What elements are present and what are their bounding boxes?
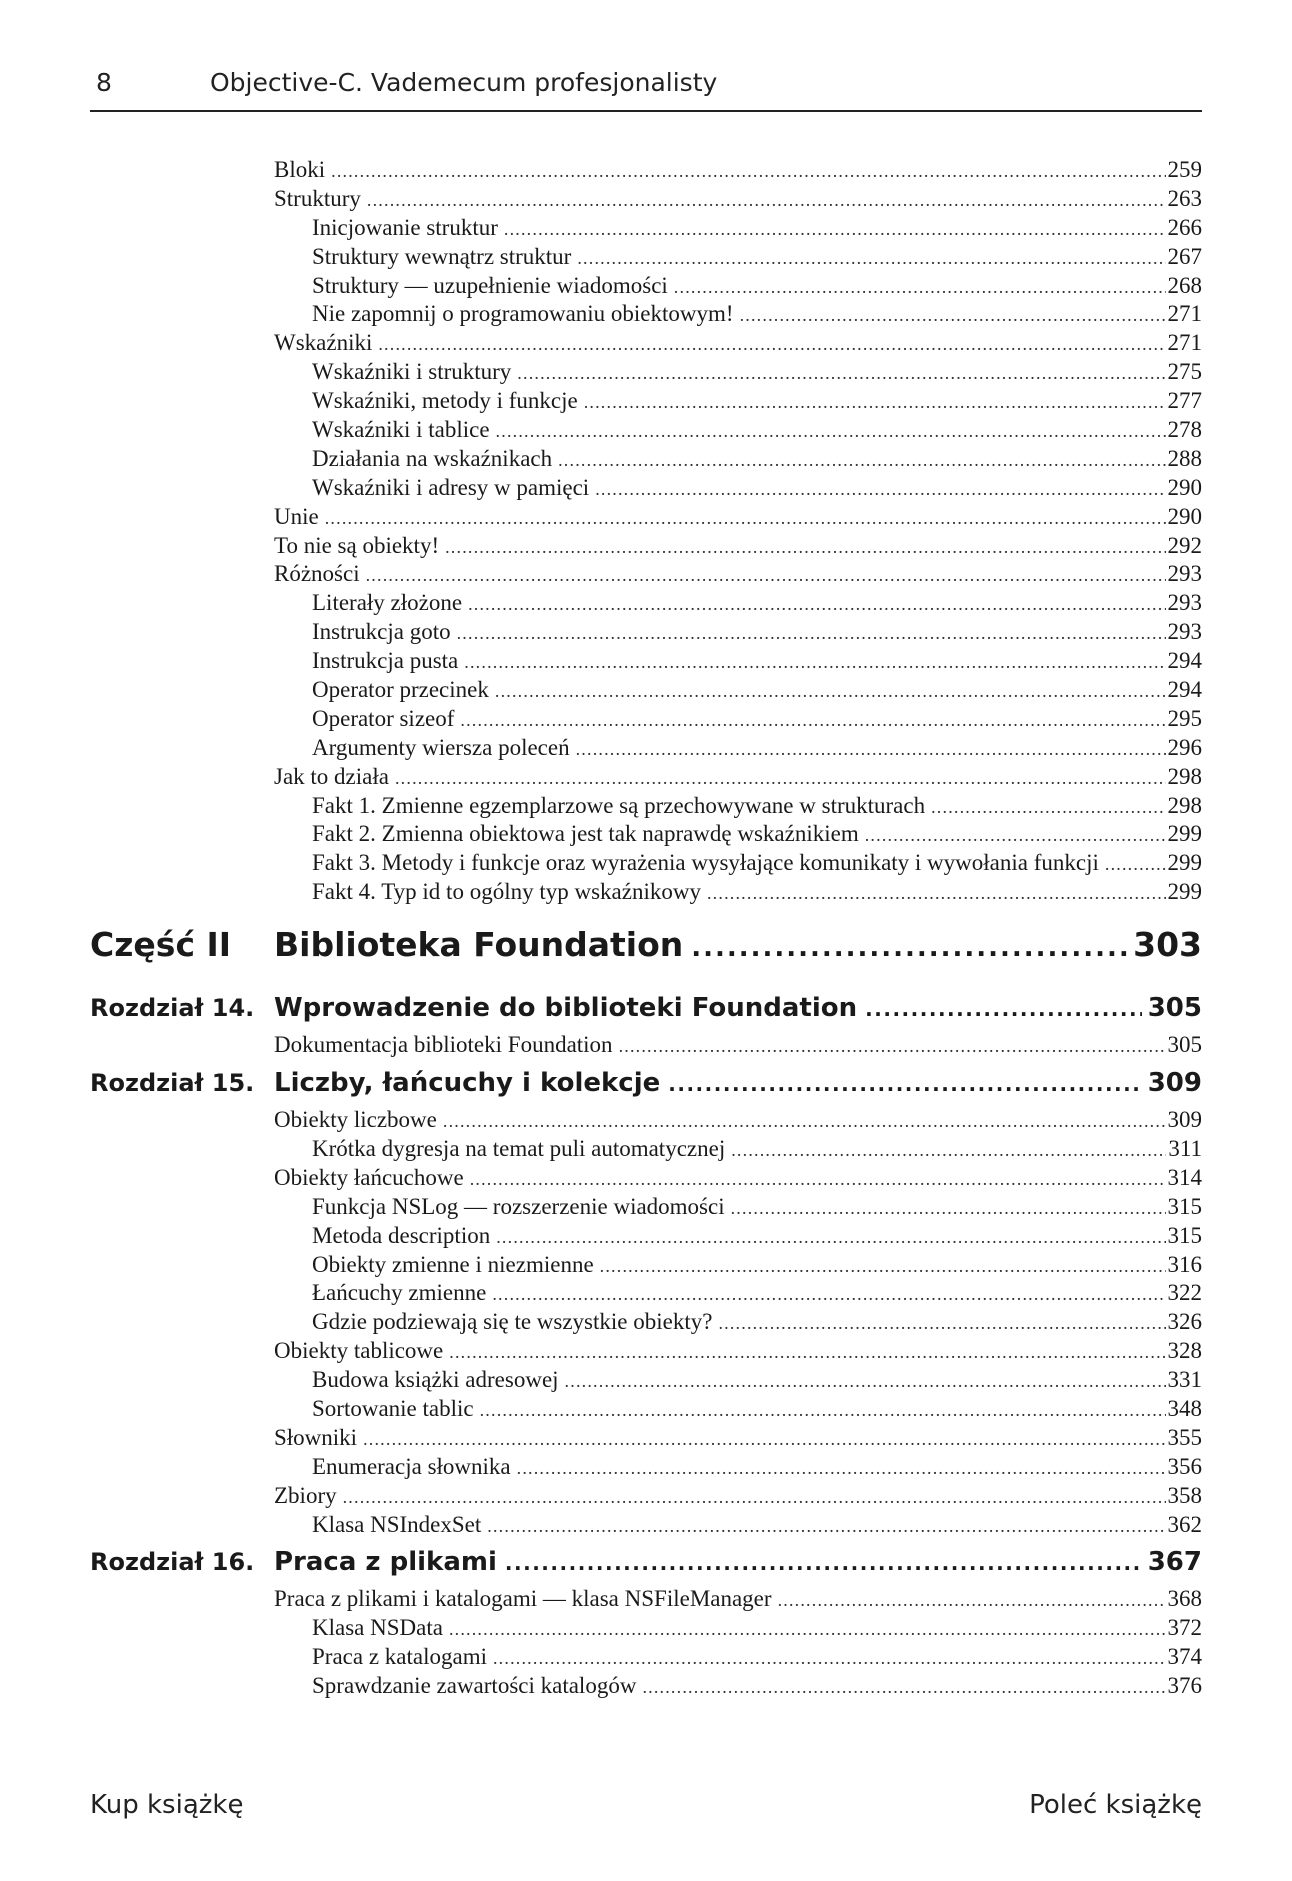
- recommend-book-link[interactable]: Poleć książkę: [1029, 1790, 1202, 1820]
- chapter-page: 309: [1147, 1068, 1202, 1099]
- toc-entry-page: 299: [1167, 850, 1202, 876]
- toc-entry-page: 271: [1167, 301, 1202, 327]
- dot-leader: [740, 301, 1166, 329]
- toc-entry-title: Słowniki: [274, 1424, 358, 1450]
- dot-leader: [443, 1107, 1166, 1135]
- dot-leader: [505, 1551, 1142, 1575]
- toc-entry-title: Gdzie podziewają się te wszystkie obiekty?: [312, 1309, 713, 1335]
- toc-entry-title: Obiekty tablicowe: [274, 1338, 444, 1364]
- toc-entry[interactable]: [312, 214, 1202, 243]
- chapter-page: 367: [1147, 1547, 1202, 1578]
- dot-leader: [565, 1367, 1166, 1395]
- toc-entry[interactable]: [312, 676, 1202, 705]
- toc-entry-page: 358: [1167, 1482, 1202, 1508]
- toc-entry[interactable]: [274, 1482, 1202, 1511]
- chapter-heading[interactable]: [90, 993, 1202, 1031]
- toc-entry-page: 368: [1167, 1586, 1202, 1612]
- toc-entry[interactable]: [274, 329, 1202, 358]
- dot-leader: [449, 1615, 1166, 1643]
- toc-entry-page: 316: [1167, 1251, 1202, 1277]
- toc-entry-page: 290: [1167, 474, 1202, 500]
- dot-leader: [492, 1280, 1165, 1308]
- dot-leader: [468, 590, 1165, 618]
- toc-entry-title: Argumenty wiersza poleceń: [312, 734, 570, 760]
- toc-entry-title: Struktury — uzupełnienie wiadomości: [312, 272, 668, 298]
- part-label: Część II: [90, 925, 232, 965]
- toc-entry-page: 331: [1167, 1367, 1202, 1393]
- dot-leader: [480, 1396, 1166, 1424]
- toc-entry[interactable]: [312, 1395, 1202, 1424]
- toc-entry[interactable]: [312, 300, 1202, 329]
- toc-entry[interactable]: [274, 1337, 1202, 1366]
- toc-entry[interactable]: [274, 1031, 1202, 1060]
- toc-entry-page: 288: [1167, 445, 1202, 471]
- toc-entry-page: 376: [1167, 1673, 1202, 1699]
- toc-entry-title: Wskaźniki i tablice: [312, 417, 490, 443]
- toc-entry[interactable]: [312, 1279, 1202, 1308]
- toc-entry[interactable]: [274, 1585, 1202, 1614]
- toc-entry-page: 267: [1167, 243, 1202, 269]
- toc-entry[interactable]: [312, 878, 1202, 907]
- dot-leader: [367, 186, 1166, 214]
- dot-leader: [576, 735, 1166, 763]
- book-title: Objective-C. Vademecum profesjonalisty: [210, 68, 718, 97]
- toc-entry-title: Unie: [274, 503, 319, 529]
- dot-leader: [487, 1512, 1165, 1540]
- toc-entry-page: 298: [1167, 792, 1202, 818]
- toc-entry[interactable]: [312, 792, 1202, 821]
- toc-entry-page: 294: [1167, 648, 1202, 674]
- toc-entry-title: Wskaźniki i adresy w pamięci: [312, 474, 590, 500]
- dot-leader: [378, 330, 1165, 358]
- toc-entry[interactable]: [312, 243, 1202, 272]
- dot-leader: [496, 1223, 1165, 1251]
- toc-entry[interactable]: [312, 1366, 1202, 1395]
- toc-entry-page: 263: [1167, 185, 1202, 211]
- toc-entry-title: Struktury: [274, 185, 361, 211]
- toc-entry-page: 277: [1167, 388, 1202, 414]
- dot-leader: [363, 1425, 1165, 1453]
- dot-leader: [619, 1032, 1166, 1060]
- toc-entry-title: Fakt 4. Typ id to ogólny typ wskaźnikowy: [312, 879, 701, 905]
- toc-entry[interactable]: [312, 647, 1202, 676]
- toc-entry-title: Praca z plikami i katalogami — klasa NSFileManager: [274, 1586, 772, 1612]
- toc-entry-page: 309: [1167, 1107, 1202, 1133]
- toc-entry-page: 296: [1167, 734, 1202, 760]
- dot-leader: [668, 1072, 1141, 1096]
- toc-entry[interactable]: [312, 1135, 1202, 1164]
- chapter-label: Rozdział 14.: [90, 994, 255, 1023]
- dot-leader: [1105, 850, 1166, 878]
- toc-entry-title: Zbiory: [274, 1482, 337, 1508]
- toc-entry-title: Sprawdzanie zawartości katalogów: [312, 1673, 637, 1699]
- dot-leader: [584, 388, 1166, 416]
- toc-entry-page: 355: [1167, 1424, 1202, 1450]
- toc-entry-title: Operator przecinek: [312, 677, 489, 703]
- dot-leader: [731, 1136, 1166, 1164]
- toc-entry-title: Enumeracja słownika: [312, 1453, 511, 1479]
- toc-entry[interactable]: [312, 1614, 1202, 1643]
- toc-entry-page: 315: [1167, 1222, 1202, 1248]
- chapter-title: Liczby, łańcuchy i kolekcje: [274, 1068, 661, 1099]
- toc-entry-page: 293: [1167, 619, 1202, 645]
- toc-entry-title: Operator sizeof: [312, 705, 455, 731]
- toc-entry-page: 311: [1168, 1135, 1202, 1161]
- toc-entry-title: Bloki: [274, 157, 326, 182]
- toc-entry-page: 305: [1167, 1032, 1202, 1058]
- toc-entry-title: Dokumentacja biblioteki Foundation: [274, 1032, 613, 1058]
- toc-entry-title: Różności: [274, 561, 360, 587]
- toc-entry-title: Metoda description: [312, 1222, 491, 1248]
- part-title: Biblioteka Foundation: [274, 925, 684, 965]
- toc-entry-page: 295: [1167, 705, 1202, 731]
- toc-entry[interactable]: [312, 849, 1202, 878]
- dot-leader: [600, 1252, 1166, 1280]
- toc-entry[interactable]: [312, 474, 1202, 503]
- toc-entry[interactable]: [312, 589, 1202, 618]
- toc-entry[interactable]: [312, 1453, 1202, 1482]
- toc-entry[interactable]: [312, 387, 1202, 416]
- toc-entry[interactable]: [274, 1164, 1202, 1193]
- toc-entry[interactable]: [312, 705, 1202, 734]
- toc-entry-title: Fakt 3. Metody i funkcje oraz wyrażenia wysyłające komunikaty i wywołania funkcji: [312, 850, 1099, 876]
- toc-entry-title: Jak to działa: [274, 763, 389, 789]
- toc-entry[interactable]: [274, 1106, 1202, 1135]
- dot-leader: [366, 561, 1166, 589]
- toc-entry-title: Literały złożone: [312, 590, 463, 616]
- toc-entry-title: Klasa NSData: [312, 1615, 443, 1641]
- toc-entry-title: Obiekty łańcuchowe: [274, 1164, 464, 1190]
- toc-entry-title: Łańcuchy zmienne: [312, 1280, 487, 1306]
- toc-entry[interactable]: [312, 1643, 1202, 1672]
- toc-entry-page: 275: [1167, 359, 1202, 385]
- toc-entry[interactable]: [274, 1424, 1202, 1453]
- page-footer: [90, 1790, 1202, 1830]
- toc-entry[interactable]: [312, 1193, 1202, 1222]
- chapter-page: 305: [1147, 993, 1202, 1024]
- toc-entry-page: 298: [1167, 763, 1202, 789]
- dot-leader: [731, 1194, 1166, 1222]
- toc-entry-page: 372: [1167, 1615, 1202, 1641]
- toc-entry-title: Klasa NSIndexSet: [312, 1511, 482, 1537]
- toc-entry-page: 268: [1167, 272, 1202, 298]
- dot-leader: [865, 997, 1142, 1021]
- dot-leader: [504, 215, 1166, 243]
- dot-leader: [331, 157, 1165, 185]
- dot-leader: [718, 1309, 1165, 1337]
- toc-entry-title: Działania na wskaźnikach: [312, 445, 553, 471]
- toc-entry-page: 294: [1167, 677, 1202, 703]
- dot-leader: [449, 1338, 1165, 1366]
- dot-leader: [470, 1165, 1166, 1193]
- toc-entry[interactable]: [312, 734, 1202, 763]
- toc-entry[interactable]: [312, 272, 1202, 301]
- toc-entry-title: Praca z katalogami: [312, 1644, 487, 1670]
- dot-leader: [642, 1673, 1165, 1701]
- toc-entry[interactable]: [274, 503, 1202, 532]
- dot-leader: [865, 821, 1166, 849]
- dot-leader: [343, 1483, 1166, 1511]
- dot-leader: [778, 1586, 1166, 1614]
- dot-leader: [457, 619, 1166, 647]
- chapter-label: Rozdział 15.: [90, 1069, 255, 1098]
- toc-entry[interactable]: [274, 763, 1202, 792]
- toc-entry-page: 266: [1167, 214, 1202, 240]
- dot-leader: [931, 793, 1165, 821]
- toc-entry[interactable]: [312, 416, 1202, 445]
- chapter-title: Wprowadzenie do biblioteki Foundation: [274, 993, 858, 1024]
- toc-entry-page: 271: [1167, 330, 1202, 356]
- dot-leader: [464, 648, 1165, 676]
- dot-leader: [517, 359, 1165, 387]
- toc-entry-title: Struktury wewnątrz struktur: [312, 243, 572, 269]
- toc-entry-page: 259: [1167, 157, 1202, 182]
- toc-entry[interactable]: [312, 1308, 1202, 1337]
- toc-entry-title: Funkcja NSLog — rozszerzenie wiadomości: [312, 1193, 725, 1219]
- toc-entry-page: 299: [1167, 821, 1202, 847]
- chapters: [90, 993, 1202, 1701]
- toc-entry-title: Obiekty liczbowe: [274, 1107, 437, 1133]
- page-header: [90, 64, 1202, 112]
- part-heading: [90, 925, 1202, 985]
- toc-entry[interactable]: [274, 532, 1202, 561]
- dot-leader: [558, 446, 1165, 474]
- toc-entry-title: To nie są obiekty!: [274, 532, 440, 558]
- toc-entry-title: Instrukcja pusta: [312, 648, 459, 674]
- dot-leader: [493, 1644, 1166, 1672]
- toc-entry[interactable]: [312, 820, 1202, 849]
- toc-entry-page: 292: [1167, 532, 1202, 558]
- toc-entry-title: Inicjowanie struktur: [312, 214, 498, 240]
- dot-leader: [577, 244, 1165, 272]
- chapter-heading[interactable]: [90, 1547, 1202, 1585]
- toc-entry[interactable]: [274, 560, 1202, 589]
- toc-entry-page: 299: [1167, 879, 1202, 905]
- toc-entry-page: 356: [1167, 1453, 1202, 1479]
- toc-entry-page: 326: [1167, 1309, 1202, 1335]
- toc-entry-title: Nie zapomnij o programowaniu obiektowym!: [312, 301, 734, 327]
- toc-entry-title: Krótka dygresja na temat puli automatycznej: [312, 1135, 726, 1161]
- chapter-heading[interactable]: [90, 1068, 1202, 1106]
- chapter-title: Praca z plikami: [274, 1547, 497, 1578]
- toc-entry[interactable]: [274, 185, 1202, 214]
- toc-entry-page: 278: [1167, 417, 1202, 443]
- toc-entry-title: Wskaźniki: [274, 330, 373, 356]
- toc-entry-title: Budowa książki adresowej: [312, 1367, 559, 1393]
- dot-leader: [691, 933, 1133, 963]
- page-number: 8: [96, 68, 112, 97]
- toc-entry[interactable]: [312, 618, 1202, 647]
- toc-entry-title: Fakt 2. Zmienna obiektowa jest tak naprawdę wskaźnikiem: [312, 821, 859, 847]
- toc-entry-title: Sortowanie tablic: [312, 1395, 474, 1421]
- toc-entry-page: 348: [1167, 1395, 1202, 1421]
- toc-entry-page: 293: [1167, 561, 1202, 587]
- table-of-contents: [90, 156, 1202, 1701]
- chapter-label: Rozdział 16.: [90, 1548, 255, 1577]
- dot-leader: [395, 764, 1166, 792]
- toc-entry-page: 293: [1167, 590, 1202, 616]
- toc-entry-title: Wskaźniki, metody i funkcje: [312, 388, 578, 414]
- buy-book-link[interactable]: Kup książkę: [90, 1790, 244, 1820]
- toc-entry-page: 322: [1167, 1280, 1202, 1306]
- toc-entry-title: Fakt 1. Zmienne egzemplarzowe są przechowywane w strukturach: [312, 792, 926, 818]
- toc-entry-title: Instrukcja goto: [312, 619, 451, 645]
- toc-entry-page: 374: [1167, 1644, 1202, 1670]
- dot-leader: [460, 706, 1165, 734]
- toc-entry-page: 362: [1167, 1511, 1202, 1537]
- toc-entry-page: 314: [1167, 1164, 1202, 1190]
- toc-entry-page: 290: [1167, 503, 1202, 529]
- toc-entry-page: 315: [1167, 1193, 1202, 1219]
- toc-entry[interactable]: [274, 156, 1202, 185]
- toc-entry[interactable]: [312, 358, 1202, 387]
- dot-leader: [495, 677, 1166, 705]
- toc-entry[interactable]: [312, 1672, 1202, 1701]
- dot-leader: [445, 533, 1165, 561]
- toc-entry-title: Obiekty zmienne i niezmienne: [312, 1251, 594, 1277]
- part-page: 303: [1133, 925, 1202, 965]
- toc-entry[interactable]: [312, 1222, 1202, 1251]
- toc-entry[interactable]: [312, 1251, 1202, 1280]
- toc-entry-title: Wskaźniki i struktury: [312, 359, 512, 385]
- dot-leader: [674, 273, 1166, 301]
- continued-entries: [90, 156, 1202, 907]
- toc-entry-page: 328: [1167, 1338, 1202, 1364]
- toc-entry[interactable]: [312, 445, 1202, 474]
- dot-leader: [595, 475, 1165, 503]
- dot-leader: [707, 879, 1166, 907]
- toc-entry[interactable]: [312, 1511, 1202, 1540]
- dot-leader: [517, 1454, 1166, 1482]
- dot-leader: [325, 504, 1166, 532]
- dot-leader: [496, 417, 1166, 445]
